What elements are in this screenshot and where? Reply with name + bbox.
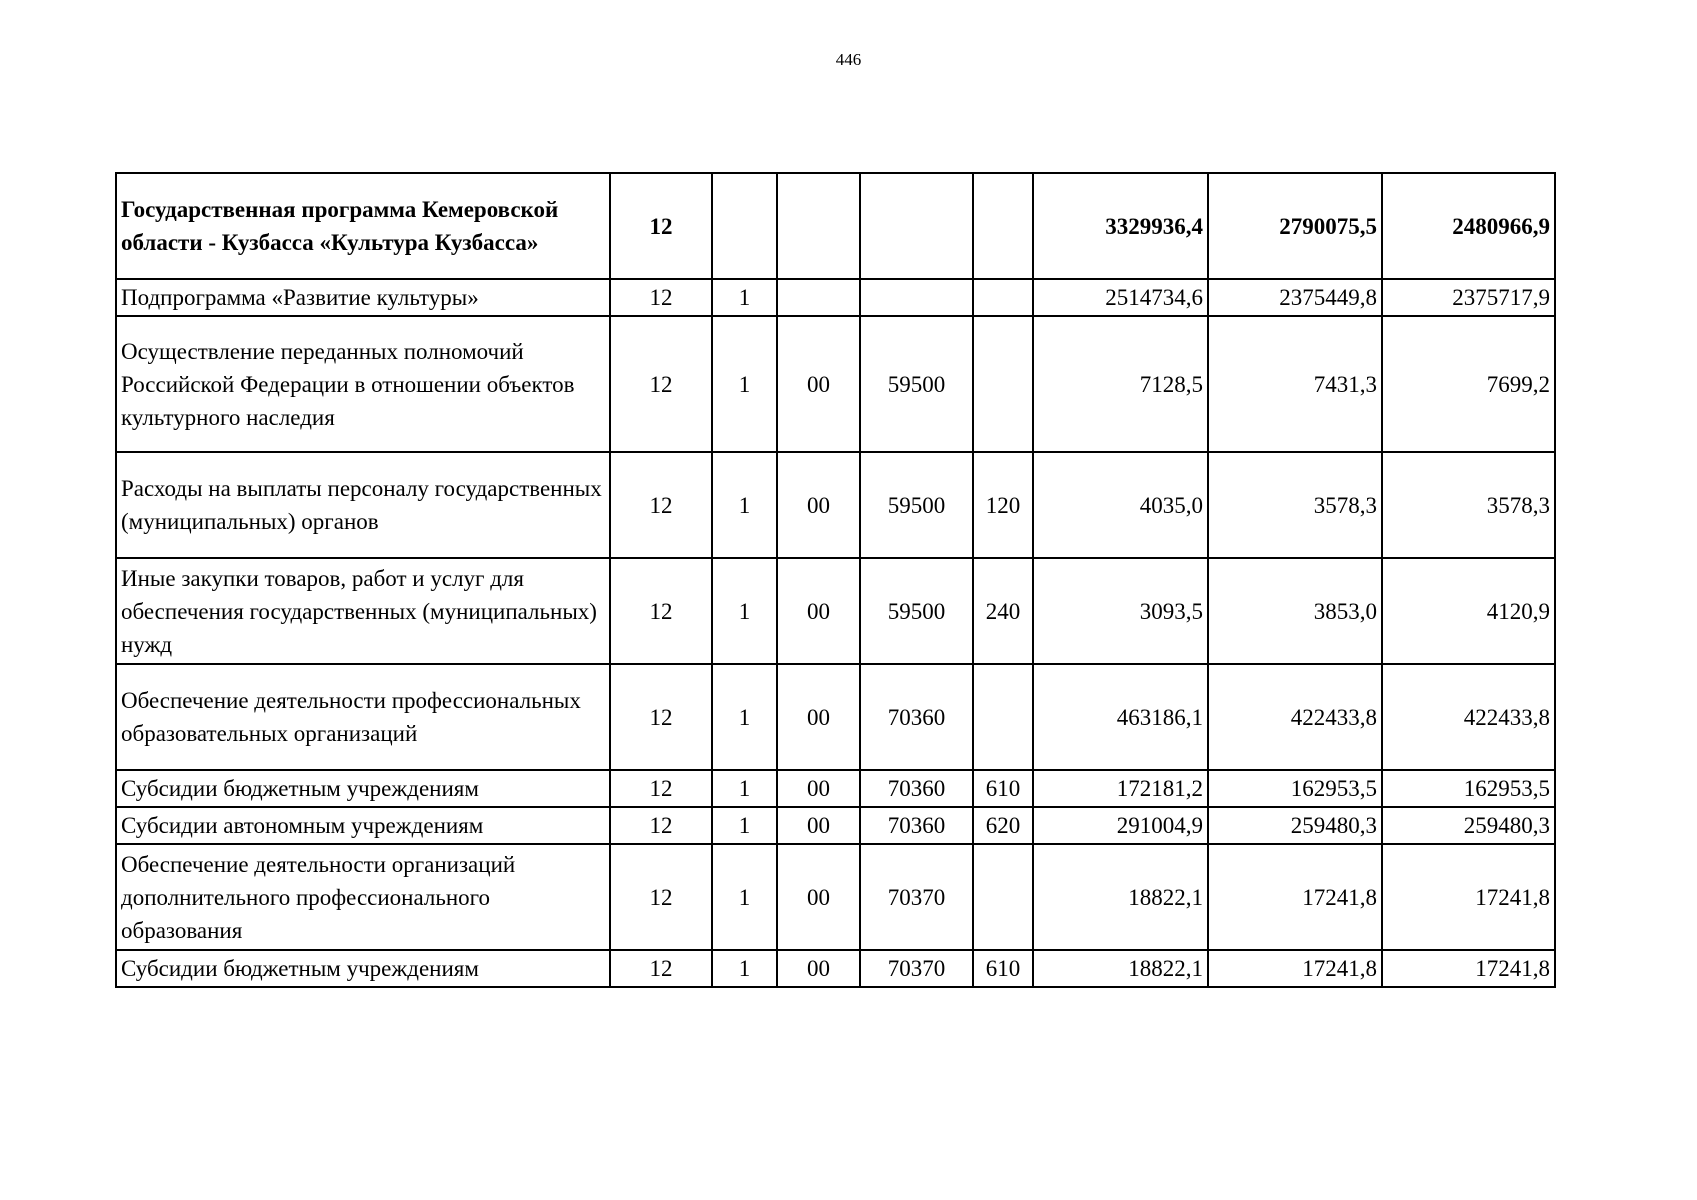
amount-year-2: 17241,8 bbox=[1208, 844, 1382, 950]
subprogram-code: 1 bbox=[712, 316, 777, 452]
subprogram-code: 1 bbox=[712, 770, 777, 807]
subprogram-code: 1 bbox=[712, 950, 777, 987]
main-event-code: 00 bbox=[777, 770, 860, 807]
program-code: 12 bbox=[610, 664, 712, 770]
expense-type-code bbox=[973, 844, 1033, 950]
subprogram-code: 1 bbox=[712, 844, 777, 950]
table-row bbox=[116, 664, 1555, 770]
row-name: Субсидии бюджетным учреждениям bbox=[116, 770, 610, 807]
direction-code: 70370 bbox=[860, 950, 973, 987]
budget-table bbox=[115, 172, 1556, 988]
program-code: 12 bbox=[610, 279, 712, 316]
amount-year-3: 3578,3 bbox=[1382, 452, 1555, 558]
subprogram-code: 1 bbox=[712, 279, 777, 316]
amount-year-3: 4120,9 bbox=[1382, 558, 1555, 664]
table-row bbox=[116, 279, 1555, 316]
row-name: Осуществление переданных полномочий Российской Федерации в отношении объектов культурного наследия bbox=[116, 316, 610, 452]
program-code: 12 bbox=[610, 770, 712, 807]
row-name: Обеспечение деятельности профессиональных образовательных организаций bbox=[116, 664, 610, 770]
direction-code: 59500 bbox=[860, 452, 973, 558]
main-event-code: 00 bbox=[777, 316, 860, 452]
amount-year-1: 463186,1 bbox=[1033, 664, 1208, 770]
table-row bbox=[116, 770, 1555, 807]
amount-year-1: 7128,5 bbox=[1033, 316, 1208, 452]
expense-type-code bbox=[973, 664, 1033, 770]
subprogram-code: 1 bbox=[712, 664, 777, 770]
main-event-code: 00 bbox=[777, 950, 860, 987]
main-event-code: 00 bbox=[777, 844, 860, 950]
amount-year-3: 17241,8 bbox=[1382, 950, 1555, 987]
amount-year-2: 2790075,5 bbox=[1208, 173, 1382, 279]
table-row bbox=[116, 316, 1555, 452]
amount-year-3: 259480,3 bbox=[1382, 807, 1555, 844]
expense-type-code: 620 bbox=[973, 807, 1033, 844]
expense-type-code: 610 bbox=[973, 950, 1033, 987]
table-row bbox=[116, 950, 1555, 987]
main-event-code: 00 bbox=[777, 558, 860, 664]
page-number: 446 bbox=[835, 50, 862, 69]
amount-year-2: 2375449,8 bbox=[1208, 279, 1382, 316]
table-row bbox=[116, 173, 1555, 279]
amount-year-2: 259480,3 bbox=[1208, 807, 1382, 844]
amount-year-1: 291004,9 bbox=[1033, 807, 1208, 844]
amount-year-1: 3329936,4 bbox=[1033, 173, 1208, 279]
row-name: Субсидии бюджетным учреждениям bbox=[116, 950, 610, 987]
expense-type-code bbox=[973, 316, 1033, 452]
row-name: Субсидии автономным учреждениям bbox=[116, 807, 610, 844]
subprogram-code: 1 bbox=[712, 807, 777, 844]
row-name: Государственная программа Кемеровской области - Кузбасса «Культура Кузбасса» bbox=[116, 173, 610, 279]
main-event-code bbox=[777, 279, 860, 316]
table-row bbox=[116, 807, 1555, 844]
amount-year-2: 3853,0 bbox=[1208, 558, 1382, 664]
table-row bbox=[116, 844, 1555, 950]
direction-code: 70360 bbox=[860, 807, 973, 844]
main-event-code: 00 bbox=[777, 452, 860, 558]
row-name: Подпрограмма «Развитие культуры» bbox=[116, 279, 610, 316]
direction-code: 70360 bbox=[860, 770, 973, 807]
subprogram-code: 1 bbox=[712, 452, 777, 558]
row-name: Расходы на выплаты персоналу государственных (муниципальных) органов bbox=[116, 452, 610, 558]
amount-year-3: 2480966,9 bbox=[1382, 173, 1555, 279]
amount-year-2: 162953,5 bbox=[1208, 770, 1382, 807]
main-event-code: 00 bbox=[777, 807, 860, 844]
direction-code: 59500 bbox=[860, 316, 973, 452]
subprogram-code bbox=[712, 173, 777, 279]
table-row bbox=[116, 558, 1555, 664]
expense-type-code bbox=[973, 279, 1033, 316]
amount-year-2: 422433,8 bbox=[1208, 664, 1382, 770]
program-code: 12 bbox=[610, 807, 712, 844]
amount-year-1: 3093,5 bbox=[1033, 558, 1208, 664]
expense-type-code: 120 bbox=[973, 452, 1033, 558]
amount-year-1: 18822,1 bbox=[1033, 950, 1208, 987]
program-code: 12 bbox=[610, 950, 712, 987]
main-event-code: 00 bbox=[777, 664, 860, 770]
amount-year-2: 17241,8 bbox=[1208, 950, 1382, 987]
expense-type-code: 240 bbox=[973, 558, 1033, 664]
amount-year-1: 18822,1 bbox=[1033, 844, 1208, 950]
program-code: 12 bbox=[610, 173, 712, 279]
direction-code bbox=[860, 279, 973, 316]
program-code: 12 bbox=[610, 316, 712, 452]
amount-year-2: 3578,3 bbox=[1208, 452, 1382, 558]
program-code: 12 bbox=[610, 452, 712, 558]
table-row bbox=[116, 452, 1555, 558]
direction-code bbox=[860, 173, 973, 279]
amount-year-3: 422433,8 bbox=[1382, 664, 1555, 770]
row-name: Обеспечение деятельности организаций дополнительного профессионального образования bbox=[116, 844, 610, 950]
subprogram-code: 1 bbox=[712, 558, 777, 664]
amount-year-3: 162953,5 bbox=[1382, 770, 1555, 807]
direction-code: 70370 bbox=[860, 844, 973, 950]
direction-code: 70360 bbox=[860, 664, 973, 770]
amount-year-3: 17241,8 bbox=[1382, 844, 1555, 950]
amount-year-3: 7699,2 bbox=[1382, 316, 1555, 452]
amount-year-2: 7431,3 bbox=[1208, 316, 1382, 452]
main-event-code bbox=[777, 173, 860, 279]
amount-year-1: 4035,0 bbox=[1033, 452, 1208, 558]
amount-year-3: 2375717,9 bbox=[1382, 279, 1555, 316]
amount-year-1: 172181,2 bbox=[1033, 770, 1208, 807]
row-name: Иные закупки товаров, работ и услуг для обеспечения государственных (муниципальных) нужд bbox=[116, 558, 610, 664]
expense-type-code: 610 bbox=[973, 770, 1033, 807]
program-code: 12 bbox=[610, 558, 712, 664]
program-code: 12 bbox=[610, 844, 712, 950]
direction-code: 59500 bbox=[860, 558, 973, 664]
expense-type-code bbox=[973, 173, 1033, 279]
amount-year-1: 2514734,6 bbox=[1033, 279, 1208, 316]
